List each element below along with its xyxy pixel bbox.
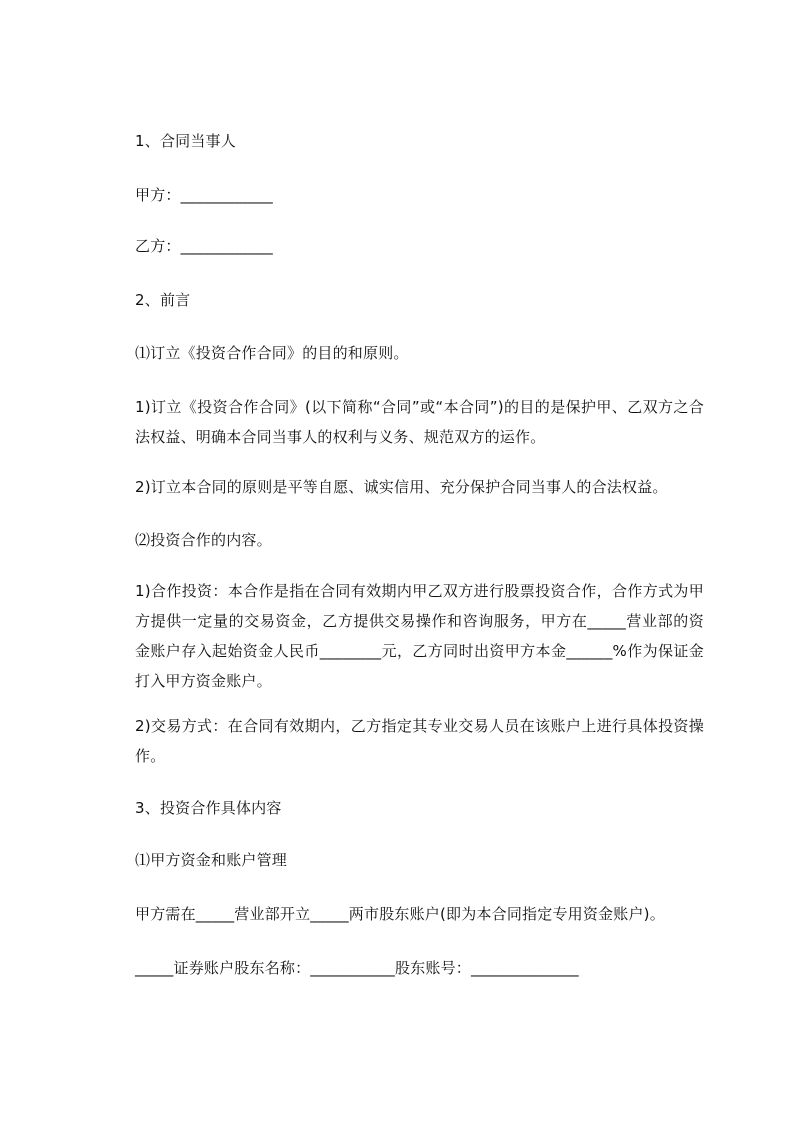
section-3-1-paragraph-1: 甲方需在_____营业部开立_____两市股东账户(即为本合同指定专用资金账户)。 (135, 905, 665, 923)
party-a-field: 甲方：____________ (135, 186, 274, 204)
section-1-heading: 1、合同当事人 (135, 132, 236, 150)
section-2-1-heading: ⑴订立《投资合作合同》的目的和原则。 (135, 344, 409, 362)
section-2-2-heading: ⑵投资合作的内容。 (135, 531, 272, 549)
section-3-1-paragraph-2: _____证券账户股东名称：___________股东账号：______________ (135, 959, 579, 977)
section-3-1-heading: ⑴甲方资金和账户管理 (135, 851, 288, 869)
section-2-1-paragraph-1: 1)订立《投资合作合同》(以下简称“合同”或“本合同”)的目的是保护甲、乙双方之合法权益、明确本合同当事人的权利与义务、规范双方的运作。 (135, 398, 704, 446)
section-2-heading: 2、前言 (135, 291, 191, 309)
section-2-2-paragraph-1: 1)合作投资：本合作是指在合同有效期内甲乙双方进行股票投资合作，合作方式为甲方提供一定量的交易资金，乙方提供交易操作和咨询服务，甲方在_____营业部的资金账户存入起始资金人民币________元，乙方同时出资甲方本金______%作为保证金打入甲方资金账户。 (135, 582, 704, 690)
section-2-2-paragraph-2: 2)交易方式：在合同有效期内，乙方指定其专业交易人员在该账户上进行具体投资操作。 (135, 717, 704, 765)
party-b-field: 乙方：____________ (135, 237, 274, 255)
section-3-heading: 3、投资合作具体内容 (135, 799, 282, 817)
section-2-1-paragraph-2: 2)订立本合同的原则是平等自愿、诚实信用、充分保护合同当事人的合法权益。 (135, 478, 668, 496)
